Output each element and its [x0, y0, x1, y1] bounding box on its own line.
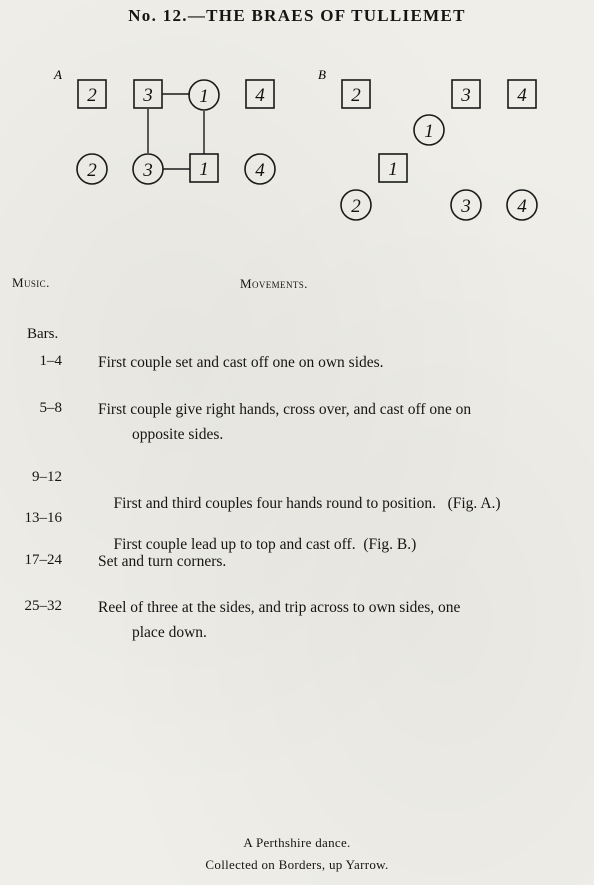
dancer-number: 3 — [143, 160, 153, 181]
dancer-number: 1 — [199, 86, 209, 107]
dancer-number: 2 — [87, 85, 97, 106]
figure-a-dancer — [245, 154, 275, 184]
dancer-number: 4 — [255, 85, 265, 106]
formation-diagrams — [0, 0, 594, 250]
dancer-number: 4 — [517, 196, 527, 217]
movement-line: Set and turn corners. — [98, 553, 227, 570]
page-title: No. 12.—THE BRAES OF TULLIEMET — [128, 6, 466, 25]
dancer-number: 4 — [517, 85, 527, 106]
dancer-number: 3 — [461, 85, 471, 106]
figure-a — [53, 67, 275, 184]
dancer-number: 1 — [199, 159, 209, 180]
figure-b-dancer — [451, 190, 481, 220]
movement-line: First couple set and cast off one on own sides. — [98, 354, 384, 371]
bars-heading: Bars. — [27, 326, 59, 342]
bar-range: 17–24 — [24, 552, 62, 568]
figure-b-dancer — [507, 190, 537, 220]
movement-line: First and third couples four hands round to position. (Fig. A.) — [113, 495, 501, 512]
bar-range: 1–4 — [39, 353, 62, 369]
figure-a-dancer — [77, 154, 107, 184]
movement-line-continued: place down. — [132, 624, 207, 641]
dancer-number: 1 — [388, 159, 398, 180]
figure-a-dancer — [190, 154, 218, 182]
movement-line: First couple lead up to top and cast off. (Fig. B.) — [113, 536, 417, 553]
footer-origin: A Perthshire dance. — [243, 835, 351, 850]
figure-b-dancer — [342, 80, 370, 108]
bar-range: 5–8 — [39, 400, 62, 416]
movement-line: Reel of three at the sides, and trip across to own sides, one — [98, 599, 461, 616]
figure-a-dancer — [78, 80, 106, 108]
figure-a-dancer — [246, 80, 274, 108]
figure-b-dancer — [508, 80, 536, 108]
figure-a-label: A — [54, 67, 62, 82]
movement-text — [98, 549, 566, 574]
figure-b-dancer — [414, 115, 444, 145]
figure-b-dancer — [379, 154, 407, 182]
figure-a-dancer — [134, 80, 162, 108]
bar-range: 25–32 — [24, 598, 62, 614]
figure-b-dancer — [452, 80, 480, 108]
movement-text — [98, 397, 566, 447]
dancer-number: 3 — [143, 85, 153, 106]
footer-collected: Collected on Borders, up Yarrow. — [205, 857, 389, 872]
figure-a-dancer — [189, 80, 219, 110]
figure-b-dancer — [341, 190, 371, 220]
figure-b-label: B — [318, 67, 326, 82]
movement-text — [98, 595, 566, 645]
bar-range: 13–16 — [24, 510, 62, 526]
dancer-number: 2 — [351, 85, 361, 106]
movement-line-continued: opposite sides. — [132, 426, 224, 443]
figure-b — [318, 67, 537, 220]
dancer-number: 2 — [87, 160, 97, 181]
dancer-number: 1 — [424, 121, 434, 142]
movements-heading: Movements. — [240, 276, 308, 291]
dancer-number: 4 — [255, 160, 265, 181]
dancer-number: 2 — [351, 196, 361, 217]
dancer-number: 3 — [461, 196, 471, 217]
bar-range: 9–12 — [32, 469, 62, 485]
movement-line: First couple give right hands, cross over, and cast off one on — [98, 401, 472, 418]
movement-text — [98, 350, 566, 375]
figure-a-dancer — [133, 154, 163, 184]
music-heading: Music. — [12, 275, 50, 290]
